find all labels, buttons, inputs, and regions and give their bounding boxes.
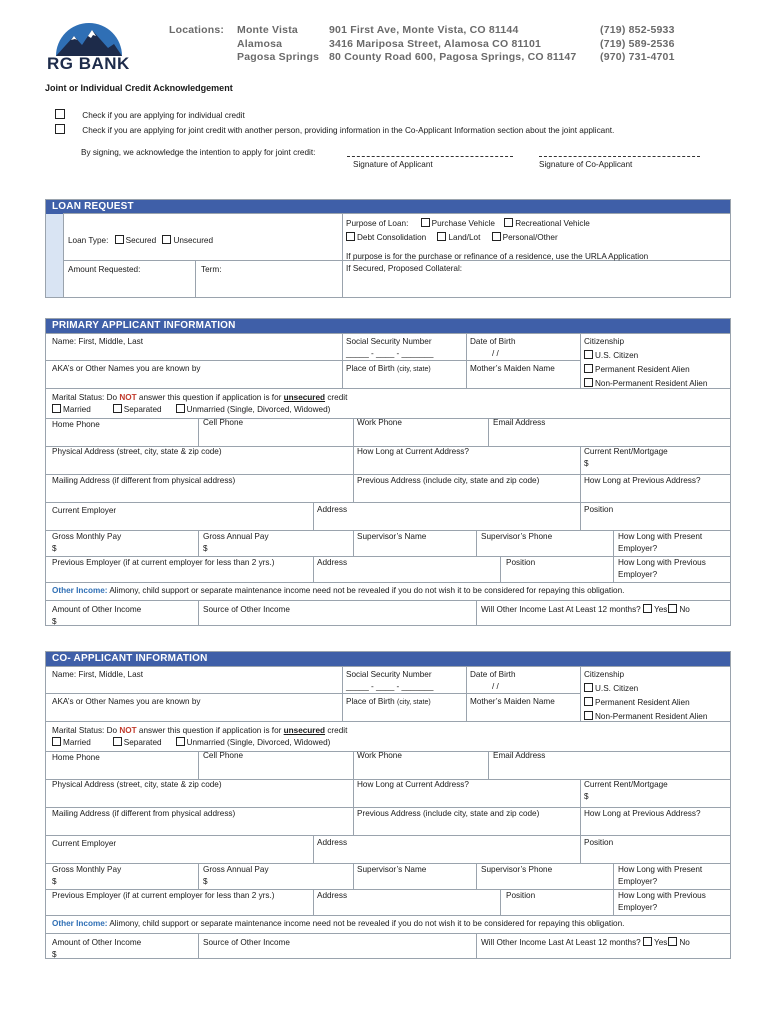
perm-resident-option[interactable] — [584, 364, 690, 375]
last-12-label: Will Other Income Last At Least 12 months? — [481, 605, 641, 614]
unmarried-label: Unmarried (Single, Divorced, Widowed) — [186, 405, 331, 414]
coapplicant-signature-label: Signature of Co-Applicant — [539, 160, 633, 169]
debt-consolidation-checkbox[interactable] — [346, 232, 355, 241]
purpose-row-1 — [346, 218, 590, 229]
branch-addresses — [329, 24, 576, 65]
employer-address-field[interactable]: Address — [317, 838, 348, 847]
previous-employer-address-field[interactable]: Address — [317, 891, 348, 900]
how-long-previous-employer-label: How Long with Previous — [618, 558, 706, 567]
branch-address: 901 First Ave, Monte Vista, CO 81144 — [329, 24, 519, 36]
ssn-blank[interactable]: _____ - ____ - _______ — [346, 349, 434, 358]
how-long-present-label-2: Employer? — [618, 544, 658, 553]
personal-other-label: Personal/Other — [502, 233, 558, 242]
coapplicant-signature-line[interactable] — [539, 156, 700, 157]
no-checkbox[interactable] — [668, 937, 677, 946]
supervisor-phone-field[interactable]: Supervisor’s Phone — [481, 865, 553, 874]
pob-note: (city, state) — [396, 366, 431, 373]
marital-not: NOT — [119, 726, 137, 735]
ssn-blank[interactable]: _____ - ____ - _______ — [346, 682, 434, 691]
how-long-present-label: How Long with Present — [618, 865, 703, 874]
previous-position-field[interactable]: Position — [506, 558, 536, 567]
gross-annual-field[interactable]: Gross Annual Pay — [203, 532, 269, 541]
no-label: No — [679, 605, 690, 614]
joint-credit-label: Check if you are applying for joint credit with another person, providing information in the Co-Applicant Information section about the joint applicant. — [82, 126, 615, 135]
nonperm-resident-option[interactable] — [584, 378, 707, 389]
mothers-maiden-field[interactable]: Mother’s Maiden Name — [470, 364, 555, 373]
supervisor-phone-field[interactable]: Supervisor’s Phone — [481, 532, 553, 541]
purpose-row-2 — [346, 232, 558, 243]
gross-annual-field[interactable]: Gross Annual Pay — [203, 865, 269, 874]
recreational-vehicle-label: Recreational Vehicle — [515, 219, 590, 228]
debt-consolidation-label: Debt Consolidation — [357, 233, 427, 242]
dob-blank[interactable]: / / — [492, 682, 499, 691]
citizenship-label: Citizenship — [584, 337, 625, 346]
separated-checkbox[interactable] — [113, 404, 122, 413]
last-12-label: Will Other Income Last At Least 12 months? — [481, 938, 641, 947]
joint-credit-checkbox[interactable] — [55, 124, 65, 134]
married-checkbox[interactable] — [52, 404, 61, 413]
purchase-vehicle-label: Purchase Vehicle — [431, 219, 495, 228]
other-income-text: Alimony, child support or separate maintenance income need not be revealed if you do not wish it to be considered for repaying this obligation. — [107, 919, 625, 928]
branch-city: Monte Vista — [237, 24, 298, 36]
how-long-previous-field[interactable]: How Long at Previous Address? — [584, 476, 701, 485]
previous-employer-address-field[interactable]: Address — [317, 558, 348, 567]
dob-field[interactable]: Date of Birth — [470, 670, 516, 679]
home-phone-field[interactable]: Home Phone — [52, 753, 100, 762]
branch-phone: (719) 852-5933 — [600, 24, 675, 36]
separated-label: Separated — [123, 738, 162, 747]
cell-phone-field[interactable]: Cell Phone — [203, 418, 244, 427]
urla-note: If purpose is for the purchase or refinance of a residence, use the URLA Application — [346, 252, 649, 261]
secured-label: Secured — [125, 236, 157, 245]
how-long-present-label-2: Employer? — [618, 877, 658, 886]
applicant-signature-label: Signature of Applicant — [353, 160, 433, 169]
nonperm-resident-option[interactable] — [584, 711, 707, 722]
how-long-previous-employer-label-2: Employer? — [618, 570, 658, 579]
aka-field[interactable]: AKA’s or Other Names you are known by — [52, 364, 201, 373]
dob-field[interactable]: Date of Birth — [470, 337, 516, 346]
personal-other-checkbox[interactable] — [492, 232, 501, 241]
loan-type-field[interactable] — [68, 235, 213, 246]
current-employer-field[interactable]: Current Employer — [52, 839, 117, 848]
land-lot-label: Land/Lot — [448, 233, 481, 242]
marital-unsecured: unsecured — [283, 726, 326, 735]
other-income-note — [52, 585, 624, 596]
other-income-note — [52, 918, 624, 929]
us-citizen-checkbox[interactable] — [584, 350, 593, 359]
unsecured-checkbox[interactable] — [162, 235, 171, 244]
applicant-signature-line[interactable] — [347, 156, 513, 157]
gross-monthly-dollar: $ — [52, 544, 57, 553]
pob-label: Place of Birth — [346, 697, 395, 706]
current-employer-field[interactable]: Current Employer — [52, 506, 117, 515]
individual-credit-label: Check if you are applying for individual credit — [82, 111, 245, 120]
source-other-income-field[interactable]: Source of Other Income — [203, 938, 290, 947]
ssn-field[interactable]: Social Security Number — [346, 337, 432, 346]
recreational-vehicle-checkbox[interactable] — [504, 218, 513, 227]
branch-phone: (719) 589-2536 — [600, 37, 675, 50]
us-citizen-label: U.S. Citizen — [595, 351, 639, 360]
other-income-text: Alimony, child support or separate maintenance income need not be revealed if you do not wish it to be considered for repaying this obligation. — [107, 586, 625, 595]
amount-requested-field[interactable]: Amount Requested: — [68, 265, 141, 274]
name-field-label: Name: First, Middle, Last — [52, 670, 143, 679]
signing-statement: By signing, we acknowledge the intention to apply for joint credit: — [81, 148, 316, 157]
source-other-income-field[interactable]: Source of Other Income — [203, 605, 290, 614]
married-checkbox[interactable] — [52, 737, 61, 746]
bank-name: RG BANK — [47, 54, 130, 73]
position-field[interactable]: Position — [584, 505, 614, 514]
position-field[interactable]: Position — [584, 838, 614, 847]
pob-note: (city, state) — [396, 699, 431, 706]
mailing-address-field[interactable]: Mailing Address (if different from physical address) — [52, 476, 236, 485]
section-title: PRIMARY APPLICANT INFORMATION — [46, 319, 730, 333]
how-long-previous-employer-label-2: Employer? — [618, 903, 658, 912]
married-label: Married — [63, 738, 91, 747]
how-long-previous-field[interactable]: How Long at Previous Address? — [584, 809, 701, 818]
amount-other-dollar: $ — [52, 950, 57, 959]
cell-phone-field[interactable]: Cell Phone — [203, 751, 244, 760]
how-long-current-field[interactable]: How Long at Current Address? — [357, 447, 469, 456]
perm-resident-label: Permanent Resident Alien — [595, 365, 690, 374]
us-citizen-label: U.S. Citizen — [595, 684, 639, 693]
pob-label: Place of Birth — [346, 364, 395, 373]
home-phone-field[interactable]: Home Phone — [52, 420, 100, 429]
gross-annual-dollar: $ — [203, 544, 208, 553]
perm-resident-label: Permanent Resident Alien — [595, 698, 690, 707]
supervisor-name-field[interactable]: Supervisor’s Name — [357, 865, 427, 874]
yes-checkbox[interactable] — [643, 937, 652, 946]
perm-resident-option[interactable] — [584, 697, 690, 708]
gross-monthly-field[interactable]: Gross Monthly Pay — [52, 865, 122, 874]
gross-monthly-dollar: $ — [52, 877, 57, 886]
marital-text: answer this question if application is for — [136, 726, 284, 735]
separated-label: Separated — [123, 405, 162, 414]
email-field[interactable]: Email Address — [493, 751, 546, 760]
rent-mortgage-field[interactable]: Current Rent/Mortgage — [584, 780, 668, 789]
marital-text: answer this question if application is for — [136, 393, 284, 402]
gross-annual-dollar: $ — [203, 877, 208, 886]
nonperm-resident-checkbox[interactable] — [584, 711, 593, 720]
secured-checkbox[interactable] — [115, 235, 124, 244]
previous-employer-field[interactable]: Previous Employer (if at current employer for less than 2 yrs.) — [52, 891, 275, 900]
purchase-vehicle-checkbox[interactable] — [421, 218, 430, 227]
ssn-field[interactable]: Social Security Number — [346, 670, 432, 679]
dob-blank[interactable]: / / — [492, 349, 499, 358]
branch-address: 3416 Mariposa Street, Alamosa CO 81101 — [329, 37, 542, 50]
how-long-previous-employer-label: How Long with Previous — [618, 891, 706, 900]
mailing-address-field[interactable]: Mailing Address (if different from physical address) — [52, 809, 236, 818]
rent-dollar: $ — [584, 792, 589, 801]
citizenship-label: Citizenship — [584, 670, 625, 679]
marital-status-question — [52, 725, 347, 736]
collateral-field[interactable]: If Secured, Proposed Collateral: — [346, 264, 463, 273]
last-12-months-question — [481, 937, 690, 948]
yes-checkbox[interactable] — [643, 604, 652, 613]
marital-text: Marital Status: Do — [52, 726, 120, 735]
rent-dollar: $ — [584, 459, 589, 468]
mothers-maiden-field[interactable]: Mother’s Maiden Name — [470, 697, 555, 706]
ack-title: Joint or Individual Credit Acknowledgement — [45, 83, 233, 93]
amount-other-income-field[interactable]: Amount of Other Income — [52, 938, 142, 947]
locations-label: Locations: — [169, 24, 225, 36]
gross-monthly-field[interactable]: Gross Monthly Pay — [52, 532, 122, 541]
work-phone-field[interactable]: Work Phone — [357, 418, 402, 427]
us-citizen-checkbox[interactable] — [584, 683, 593, 692]
loan-request-title: LOAN REQUEST — [46, 200, 730, 214]
amount-other-dollar: $ — [52, 617, 57, 626]
individual-credit-row[interactable] — [55, 109, 245, 121]
unmarried-label: Unmarried (Single, Divorced, Widowed) — [186, 738, 331, 747]
unsecured-label: Unsecured — [173, 236, 214, 245]
perm-resident-checkbox[interactable] — [584, 364, 593, 373]
other-income-label: Other Income: — [52, 919, 108, 928]
previous-address-field[interactable]: Previous Address (include city, state and zip code) — [357, 809, 540, 818]
marital-status-question — [52, 392, 347, 403]
rent-mortgage-field[interactable]: Current Rent/Mortgage — [584, 447, 668, 456]
how-long-present-label: How Long with Present — [618, 532, 703, 541]
us-citizen-option[interactable] — [584, 683, 638, 694]
nonperm-resident-label: Non-Permanent Resident Alien — [595, 712, 708, 721]
marital-text: credit — [325, 726, 348, 735]
yes-label: Yes — [654, 938, 668, 947]
individual-credit-checkbox[interactable] — [55, 109, 65, 119]
section-title: CO- APPLICANT INFORMATION — [46, 652, 730, 666]
marital-options — [52, 404, 330, 415]
term-field[interactable]: Term: — [201, 265, 222, 274]
joint-credit-row[interactable] — [55, 124, 614, 136]
marital-options — [52, 737, 330, 748]
marital-unsecured: unsecured — [283, 393, 326, 402]
aka-field[interactable]: AKA’s or Other Names you are known by — [52, 697, 201, 706]
separated-checkbox[interactable] — [113, 737, 122, 746]
nonperm-resident-label: Non-Permanent Resident Alien — [595, 379, 708, 388]
previous-employer-field[interactable]: Previous Employer (if at current employer for less than 2 yrs.) — [52, 558, 275, 567]
branch-city: Pagosa Springs — [237, 51, 320, 63]
no-label: No — [679, 938, 690, 947]
work-phone-field[interactable]: Work Phone — [357, 751, 402, 760]
perm-resident-checkbox[interactable] — [584, 697, 593, 706]
branch-phone: (970) 731-4701 — [600, 51, 675, 63]
no-checkbox[interactable] — [668, 604, 677, 613]
last-12-months-question — [481, 604, 690, 615]
branch-cities — [237, 24, 319, 65]
land-lot-checkbox[interactable] — [437, 232, 446, 241]
yes-label: Yes — [654, 605, 668, 614]
other-income-label: Other Income: — [52, 586, 108, 595]
unmarried-checkbox[interactable] — [176, 737, 185, 746]
branch-phones — [600, 24, 675, 65]
email-field[interactable]: Email Address — [493, 418, 546, 427]
previous-address-field[interactable]: Previous Address (include city, state and zip code) — [357, 476, 540, 485]
marital-not: NOT — [119, 393, 137, 402]
branch-city: Alamosa — [237, 37, 283, 50]
previous-position-field[interactable]: Position — [506, 891, 536, 900]
amount-other-income-field[interactable]: Amount of Other Income — [52, 605, 142, 614]
married-label: Married — [63, 405, 91, 414]
nonperm-resident-checkbox[interactable] — [584, 378, 593, 387]
physical-address-field[interactable]: Physical Address (street, city, state & zip code) — [52, 447, 222, 456]
loan-sidebar — [46, 213, 63, 297]
supervisor-name-field[interactable]: Supervisor’s Name — [357, 532, 427, 541]
branch-address: 80 County Road 600, Pagosa Springs, CO 81147 — [329, 51, 577, 63]
purpose-label: Purpose of Loan: — [346, 219, 409, 228]
marital-text: credit — [325, 393, 348, 402]
name-field-label: Name: First, Middle, Last — [52, 337, 143, 346]
marital-text: Marital Status: Do — [52, 393, 120, 402]
physical-address-field[interactable]: Physical Address (street, city, state & zip code) — [52, 780, 222, 789]
loan-type-label: Loan Type: — [68, 236, 109, 245]
how-long-current-field[interactable]: How Long at Current Address? — [357, 780, 469, 789]
place-of-birth-field[interactable] — [346, 363, 431, 375]
unmarried-checkbox[interactable] — [176, 404, 185, 413]
us-citizen-option[interactable] — [584, 350, 638, 361]
employer-address-field[interactable]: Address — [317, 505, 348, 514]
place-of-birth-field[interactable] — [346, 696, 431, 708]
